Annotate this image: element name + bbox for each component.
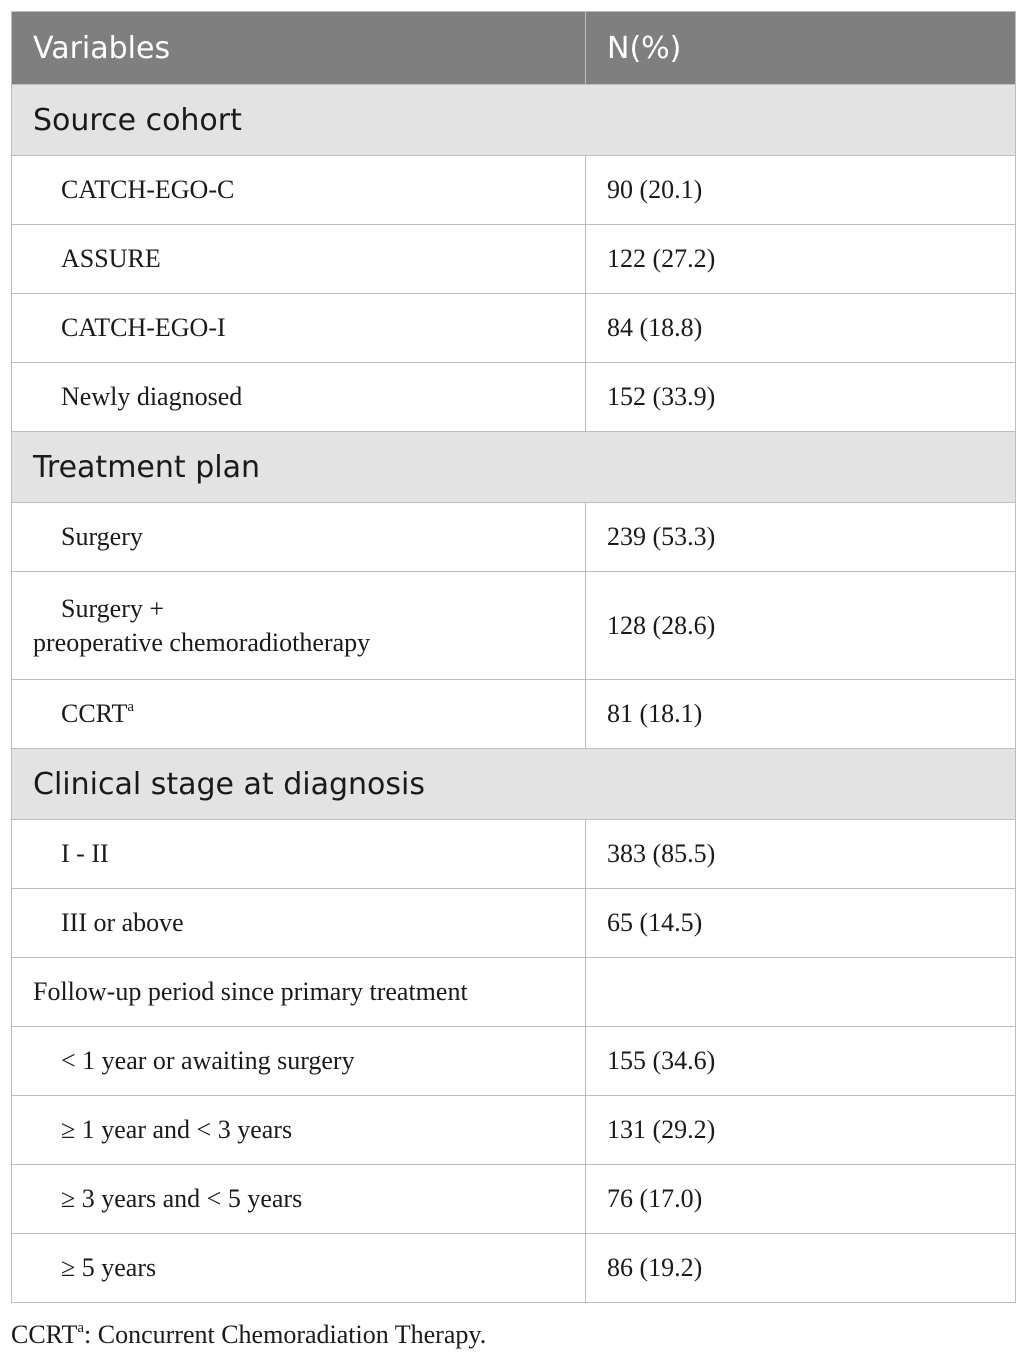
- table-row: [12, 294, 1016, 363]
- table-header-row: [12, 12, 1016, 85]
- section-title: Follow-up period since primary treatment: [12, 958, 586, 1027]
- section-treatment-plan: [12, 432, 1016, 503]
- row-label: ≥ 1 year and < 3 years: [12, 1096, 586, 1165]
- row-label: [12, 572, 586, 680]
- row-value: 76 (17.0): [586, 1165, 1016, 1234]
- row-label: [12, 680, 586, 749]
- footnote-marker: a: [77, 1320, 85, 1336]
- row-value: 131 (29.2): [586, 1096, 1016, 1165]
- row-value: 383 (85.5): [586, 820, 1016, 889]
- row-value: 65 (14.5): [586, 889, 1016, 958]
- row-label: III or above: [12, 889, 586, 958]
- section-follow-up: [12, 958, 1016, 1027]
- section-title: Clinical stage at diagnosis: [12, 749, 1016, 820]
- section-title: Source cohort: [12, 85, 1016, 156]
- table-row: [12, 1165, 1016, 1234]
- cohort-characteristics-table: [11, 11, 1016, 1303]
- header-variables: Variables: [12, 12, 586, 85]
- table-footnote: [11, 1320, 486, 1350]
- row-label: Newly diagnosed: [12, 363, 586, 432]
- data-table-container: [11, 11, 1015, 1303]
- table-row: [12, 1027, 1016, 1096]
- footnote-text: : Concurrent Chemoradiation Therapy.: [84, 1320, 487, 1349]
- row-value: 86 (19.2): [586, 1234, 1016, 1303]
- table-row: [12, 1096, 1016, 1165]
- table-row: [12, 889, 1016, 958]
- row-value: 152 (33.9): [586, 363, 1016, 432]
- row-label-text: CCRT: [61, 699, 128, 728]
- row-label: CATCH-EGO-C: [12, 156, 586, 225]
- row-value: 81 (18.1): [586, 680, 1016, 749]
- footnote-term: CCRT: [11, 1320, 78, 1349]
- row-label: ASSURE: [12, 225, 586, 294]
- row-value: 84 (18.8): [586, 294, 1016, 363]
- table-row: [12, 820, 1016, 889]
- row-label: ≥ 3 years and < 5 years: [12, 1165, 586, 1234]
- table-row: [12, 503, 1016, 572]
- row-value: 128 (28.6): [586, 572, 1016, 680]
- row-label: Surgery: [12, 503, 586, 572]
- row-value: 90 (20.1): [586, 156, 1016, 225]
- row-label-line1: Surgery +: [61, 593, 165, 623]
- row-label: ≥ 5 years: [12, 1234, 586, 1303]
- section-clinical-stage: [12, 749, 1016, 820]
- row-value: 155 (34.6): [586, 1027, 1016, 1096]
- footnote-marker: a: [127, 699, 135, 715]
- section-source-cohort: [12, 85, 1016, 156]
- row-value-empty: [586, 958, 1016, 1027]
- row-label: CATCH-EGO-I: [12, 294, 586, 363]
- header-n-percent: N(%): [586, 12, 1016, 85]
- table-row: [12, 363, 1016, 432]
- table-row: [12, 225, 1016, 294]
- table-row: [12, 156, 1016, 225]
- row-label-line2: preoperative chemoradiotherapy: [33, 627, 371, 657]
- row-label: I - II: [12, 820, 586, 889]
- row-value: 122 (27.2): [586, 225, 1016, 294]
- section-title: Treatment plan: [12, 432, 1016, 503]
- table-row: [12, 680, 1016, 749]
- table-row: [12, 1234, 1016, 1303]
- table-row: [12, 572, 1016, 680]
- row-label: < 1 year or awaiting surgery: [12, 1027, 586, 1096]
- row-value: 239 (53.3): [586, 503, 1016, 572]
